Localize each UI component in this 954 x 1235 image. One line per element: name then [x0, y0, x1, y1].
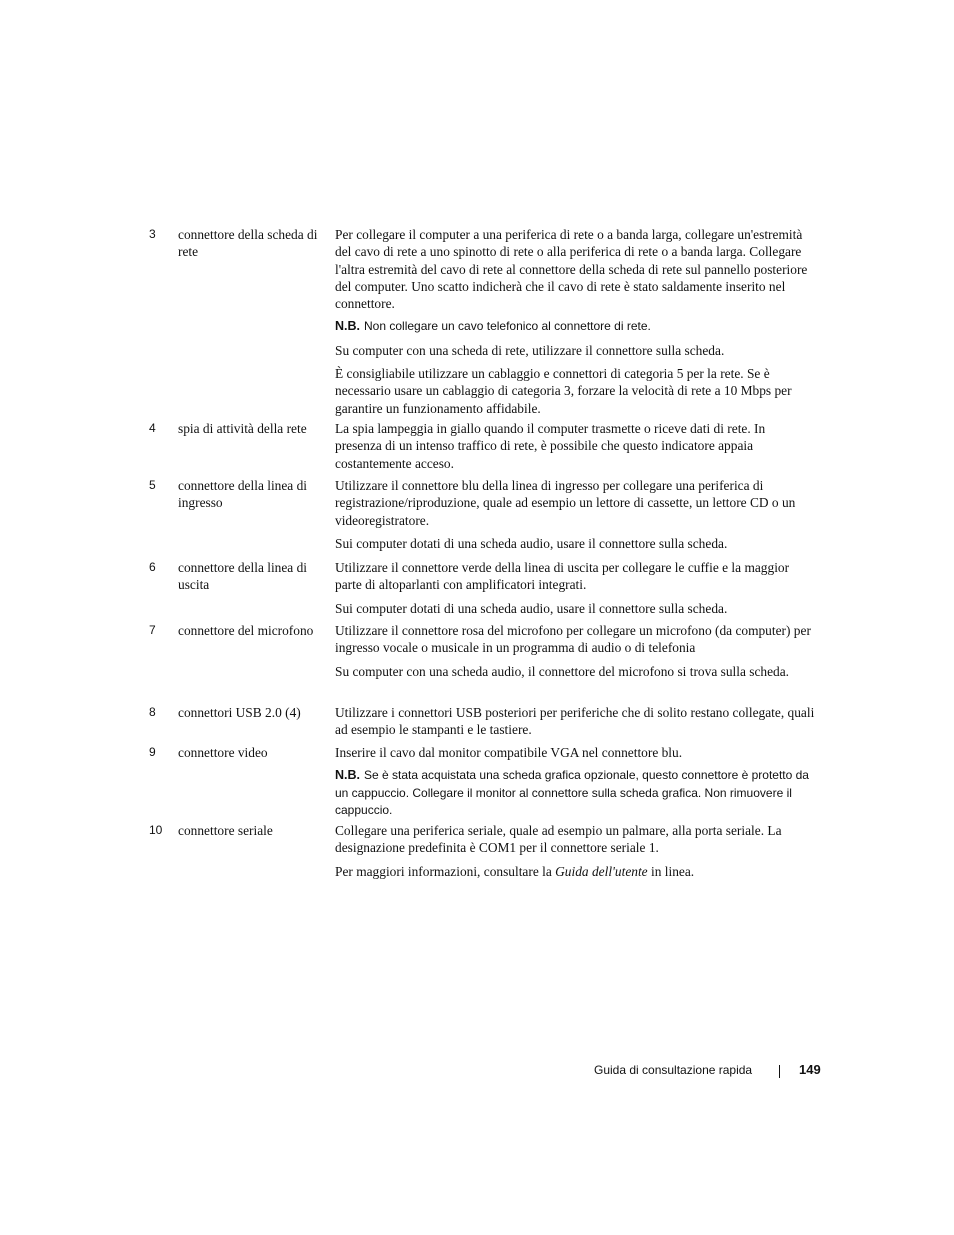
- description-paragraph: Sui computer dotati di una scheda audio, usare il connettore sulla scheda.: [335, 600, 728, 616]
- description-paragraph: Utilizzare il connettore verde della linea di uscita per collegare le cuffie e la maggior parte di altoparlanti con amplificatori integrati.: [335, 560, 790, 593]
- row-description: [335, 622, 815, 686]
- page-footer: [0, 1061, 954, 1081]
- row-number: 6: [149, 560, 156, 574]
- row-number: 3: [149, 227, 156, 241]
- row-number: 9: [149, 745, 156, 759]
- row-label: connettore della linea di uscita: [178, 560, 308, 593]
- note: [335, 318, 815, 335]
- row-description: [335, 477, 815, 558]
- paragraph-text: in linea.: [647, 863, 695, 879]
- note: [335, 767, 815, 819]
- user-guide-title: Guida dell'utente: [555, 863, 648, 879]
- description-paragraph: Sui computer dotati di una scheda audio, usare il connettore sulla scheda.: [335, 535, 728, 551]
- row-number: 7: [149, 623, 156, 637]
- note-label: N.B.: [335, 768, 360, 783]
- row-description: [335, 704, 815, 745]
- description-paragraph: Collegare una periferica seriale, quale ad esempio un palmare, alla porta seriale. La designazione predefinita è COM1 per il connettore seriale 1.: [335, 823, 782, 856]
- page-number: 149: [799, 1062, 821, 1077]
- description-paragraph: Per collegare il computer a una periferica di rete o a banda larga, collegare un'estremità del cavo di rete a uno spinotto di rete o alla periferica di rete o a banda larga. Collegare l'altra estremità del cavo di rete al connettore della scheda di rete sul pannello posteriore del computer. Uno scatto indicherà che il cavo di rete è stato saldamente inserito nel connettore.: [335, 227, 808, 312]
- row-number: 4: [149, 421, 156, 435]
- note-label: N.B.: [335, 319, 360, 334]
- description-paragraph: [335, 863, 815, 880]
- description-paragraph: Su computer con una scheda audio, il connettore del microfono si trova sulla scheda.: [335, 663, 790, 679]
- description-paragraph: La spia lampeggia in giallo quando il computer trasmette o riceve dati di rete. In presenza di un intenso traffico di rete, è possibile che questo indicatore appaia costantemente acceso.: [335, 421, 766, 471]
- row-label: connettori USB 2.0 (4): [178, 705, 301, 720]
- row-description: [335, 822, 815, 886]
- description-paragraph: Utilizzare i connettori USB posteriori per periferiche che di solito restano collegate, quali ad esempio le stampanti e le tastiere.: [335, 705, 815, 738]
- row-label: connettore del microfono: [178, 623, 314, 638]
- row-description: [335, 420, 815, 478]
- row-number: 5: [149, 478, 156, 492]
- row-label: connettore della linea di ingresso: [178, 478, 308, 511]
- row-label: connettore della scheda di rete: [178, 227, 318, 260]
- row-description: [335, 559, 815, 623]
- row-label: connettore seriale: [178, 823, 273, 838]
- description-paragraph: Inserire il cavo dal monitor compatibile VGA nel connettore blu.: [335, 745, 683, 760]
- row-description: [335, 744, 815, 825]
- footer-title: Guida di consultazione rapida: [594, 1063, 753, 1077]
- note-text: Non collegare un cavo telefonico al connettore di rete.: [364, 319, 651, 334]
- row-label: spia di attività della rete: [178, 421, 307, 436]
- row-number: 8: [149, 705, 156, 719]
- footer-separator: [779, 1065, 780, 1078]
- row-label: connettore video: [178, 745, 268, 760]
- description-paragraph: Utilizzare il connettore blu della linea di ingresso per collegare una periferica di registrazione/riproduzione, quale ad esempio un lettore di cassette, un lettore CD o un videoregistratore.: [335, 478, 796, 528]
- description-paragraph: È consigliabile utilizzare un cablaggio e connettori di categoria 5 per la rete. Se è necessario usare un cablaggio di categoria 3, forzare la velocità di rete a 10 Mbps per garantire un funzionamento affidabile.: [335, 366, 792, 416]
- description-paragraph: Utilizzare il connettore rosa del microfono per collegare un microfono (da computer) per ingresso vocale o musicale in un programma di audio o di telefonia: [335, 623, 811, 656]
- description-paragraph: Su computer con una scheda di rete, utilizzare il connettore sulla scheda.: [335, 342, 725, 358]
- row-description: [335, 226, 815, 423]
- note-text: Se è stata acquistata una scheda grafica opzionale, questo connettore è protetto da un cappuccio. Collegare il monitor al connettore sulla scheda grafica. Non rimuovere il cappuccio.: [335, 768, 809, 817]
- row-number: 10: [149, 823, 163, 837]
- paragraph-text: Per maggiori informazioni, consultare la: [335, 863, 556, 879]
